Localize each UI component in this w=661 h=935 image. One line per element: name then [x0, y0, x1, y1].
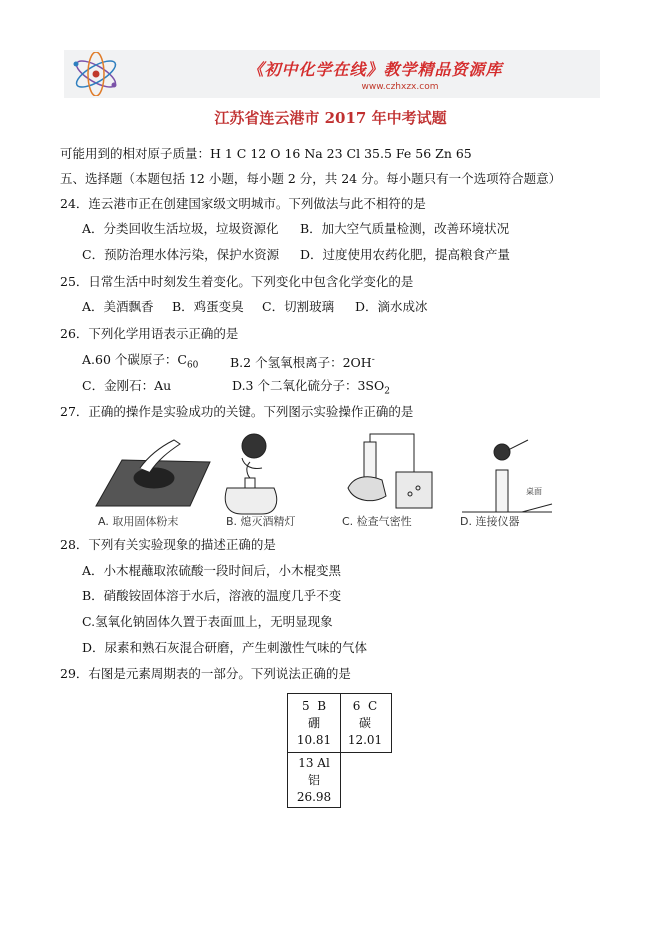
q25-option-a: A．美酒飘香 [82, 299, 154, 314]
q25-stem: 25．日常生活中时刻发生着变化。下列变化中包含化学变化的是 [60, 274, 414, 289]
q25-option-d: D．滴水成冰 [355, 299, 428, 314]
figure-c-airtightness [348, 434, 432, 508]
figure-b-alcohol-lamp [225, 434, 276, 514]
q26-option-c: C．金刚石：Au [82, 378, 172, 393]
q26-option-b: B.2 个氢氧根离子：2OH- [230, 355, 375, 371]
figure-d-connect-instruments [462, 440, 552, 512]
periodic-cell-carbon: 6 C 碳 12.01 [339, 693, 392, 753]
caption-a: A. 取用固体粉末 [98, 515, 179, 528]
caption-c: C. 检查气密性 [342, 515, 412, 528]
desk-label: 桌面 [526, 487, 542, 496]
q28-stem: 28．下列有关实验现象的描述正确的是 [60, 537, 276, 552]
banner-url: www.czhxzx.com [361, 82, 439, 92]
q27-experiment-illustrations [92, 432, 562, 528]
figure-a-solid-powder [96, 440, 210, 506]
q26-stem: 26．下列化学用语表示正确的是 [60, 326, 239, 341]
banner-title: 《初中化学在线》教学精品资源库 [247, 60, 503, 79]
caption-d: D. 连接仪器 [460, 515, 520, 528]
q26-option-d: D.3 个二氧化硫分子：$3SO_2$ [232, 378, 390, 397]
q27-stem: 27．正确的操作是实验成功的关键。下列图示实验操作正确的是 [60, 404, 414, 419]
q25-option-c: C．切割玻璃 [262, 299, 335, 314]
caption-b: B. 熄灭酒精灯 [226, 515, 296, 528]
q29-stem: 29．右图是元素周期表的一部分。下列说法正确的是 [60, 666, 351, 681]
q25-option-b: B．鸡蛋变臭 [172, 299, 244, 314]
atom-logo-icon [66, 52, 128, 96]
q28-option-d: D．尿素和熟石灰混合研磨，产生刺激性气味的气体 [82, 640, 368, 655]
q26-option-a: A.60 个碳原子：$C_{60}$ [82, 352, 199, 371]
periodic-cell-boron: 5 B 硼 10.81 [287, 693, 341, 753]
q28-option-c: C.氢氧化钠固体久置于表面皿上，无明显现象 [82, 614, 333, 629]
q24-option-d: D．过度使用农药化肥，提高粮食产量 [300, 247, 511, 262]
q28-option-a: A．小木棍蘸取浓硫酸一段时间后，小木棍变黑 [82, 563, 342, 578]
q24-option-c: C．预防治理水体污染，保护水资源 [82, 247, 280, 262]
q24-stem: 24．连云港市正在创建国家级文明城市。下列做法与此不相符的是 [60, 196, 426, 211]
q24-option-b: B．加大空气质量检测，改善环境状况 [300, 221, 510, 236]
q24-option-a: A．分类回收生活垃圾，垃圾资源化 [82, 221, 279, 236]
q28-option-b: B．硝酸铵固体溶于水后，溶液的温度几乎不变 [82, 588, 342, 603]
atomic-masses: 可能用到的相对原子质量：H 1 C 12 O 16 Na 23 Cl 35.5 Fe 56 Zn 65 [60, 146, 472, 161]
section-heading: 五、选择题（本题包括 12 小题，每小题 2 分，共 24 分。每小题只有一个选项符合题意） [60, 171, 562, 186]
periodic-cell-aluminium: 13 Al 铝 26.98 [287, 751, 341, 808]
exam-title: 江苏省连云港市 2017 年中考试题 [214, 109, 447, 127]
